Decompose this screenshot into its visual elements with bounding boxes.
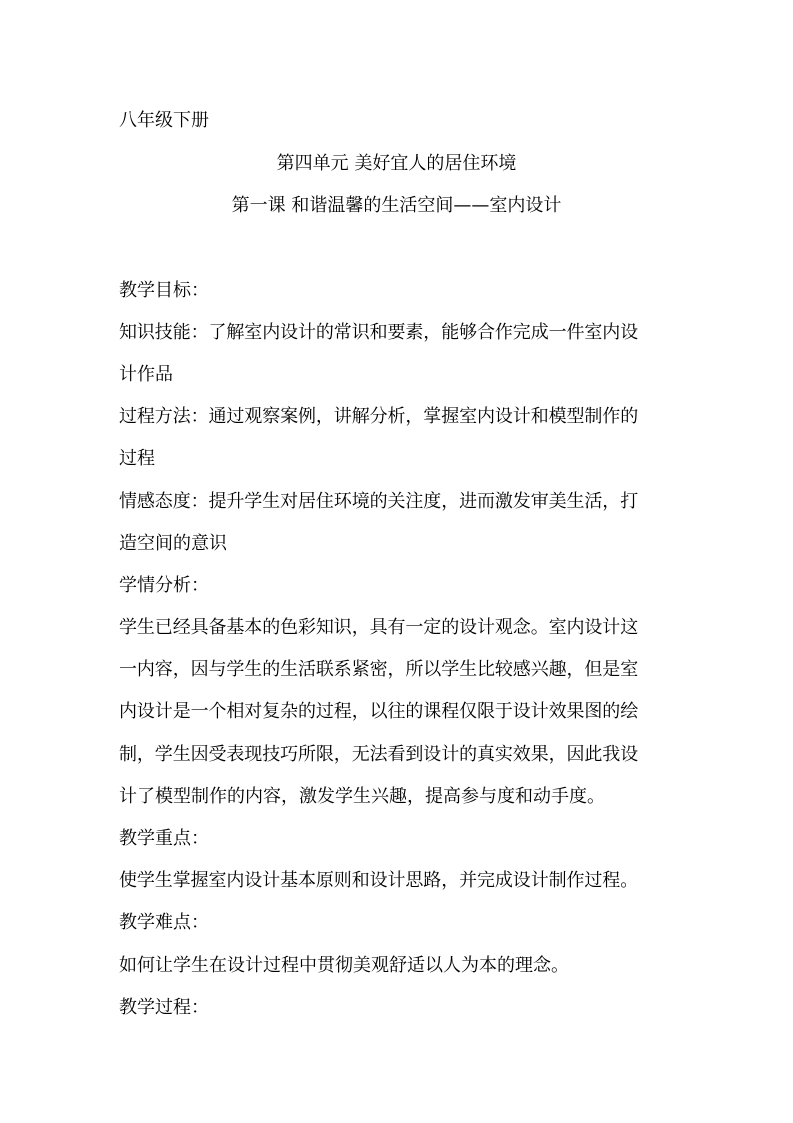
difficulties-text: 如何让学生在设计过程中贯彻美观舒适以人为本的理念。: [119, 955, 569, 976]
knowledge-line-2: 计作品: [119, 364, 173, 385]
key-points-heading: 教学重点：: [119, 828, 209, 849]
emotion-line-2: 造空间的意识: [119, 533, 227, 554]
analysis-line-3: 内设计是一个相对复杂的过程，以往的课程仅限于设计效果图的绘: [119, 701, 639, 722]
unit-title: 第四单元 美好宜人的居住环境: [276, 153, 517, 174]
analysis-heading: 学情分析：: [119, 575, 209, 596]
knowledge-line-1: 知识技能：了解室内设计的常识和要素，能够合作完成一件室内设: [119, 322, 639, 343]
objectives-heading: 教学目标：: [119, 280, 209, 301]
analysis-line-1: 学生已经具备基本的色彩知识，具有一定的设计观念。室内设计这: [119, 617, 639, 638]
analysis-line-5: 计了模型制作的内容，激发学生兴趣，提高参与度和动手度。: [119, 786, 605, 807]
emotion-line-1: 情感态度：提升学生对居住环境的关注度，进而激发审美生活，打: [119, 491, 639, 512]
grade-label: 八年级下册: [119, 110, 209, 131]
process-line-2: 过程: [119, 448, 155, 469]
difficulties-heading: 教学难点：: [119, 912, 209, 933]
analysis-line-2: 一内容，因与学生的生活联系紧密，所以学生比较感兴趣，但是室: [119, 659, 639, 680]
procedure-heading: 教学过程：: [119, 997, 209, 1018]
lesson-title: 第一课 和谐温馨的生活空间——室内设计: [231, 195, 562, 216]
analysis-line-4: 制，学生因受表现技巧所限，无法看到设计的真实效果，因此我设: [119, 744, 639, 765]
process-line-1: 过程方法：通过观察案例，讲解分析，掌握室内设计和模型制作的: [119, 406, 639, 427]
key-points-text: 使学生掌握室内设计基本原则和设计思路，并完成设计制作过程。: [119, 870, 639, 891]
